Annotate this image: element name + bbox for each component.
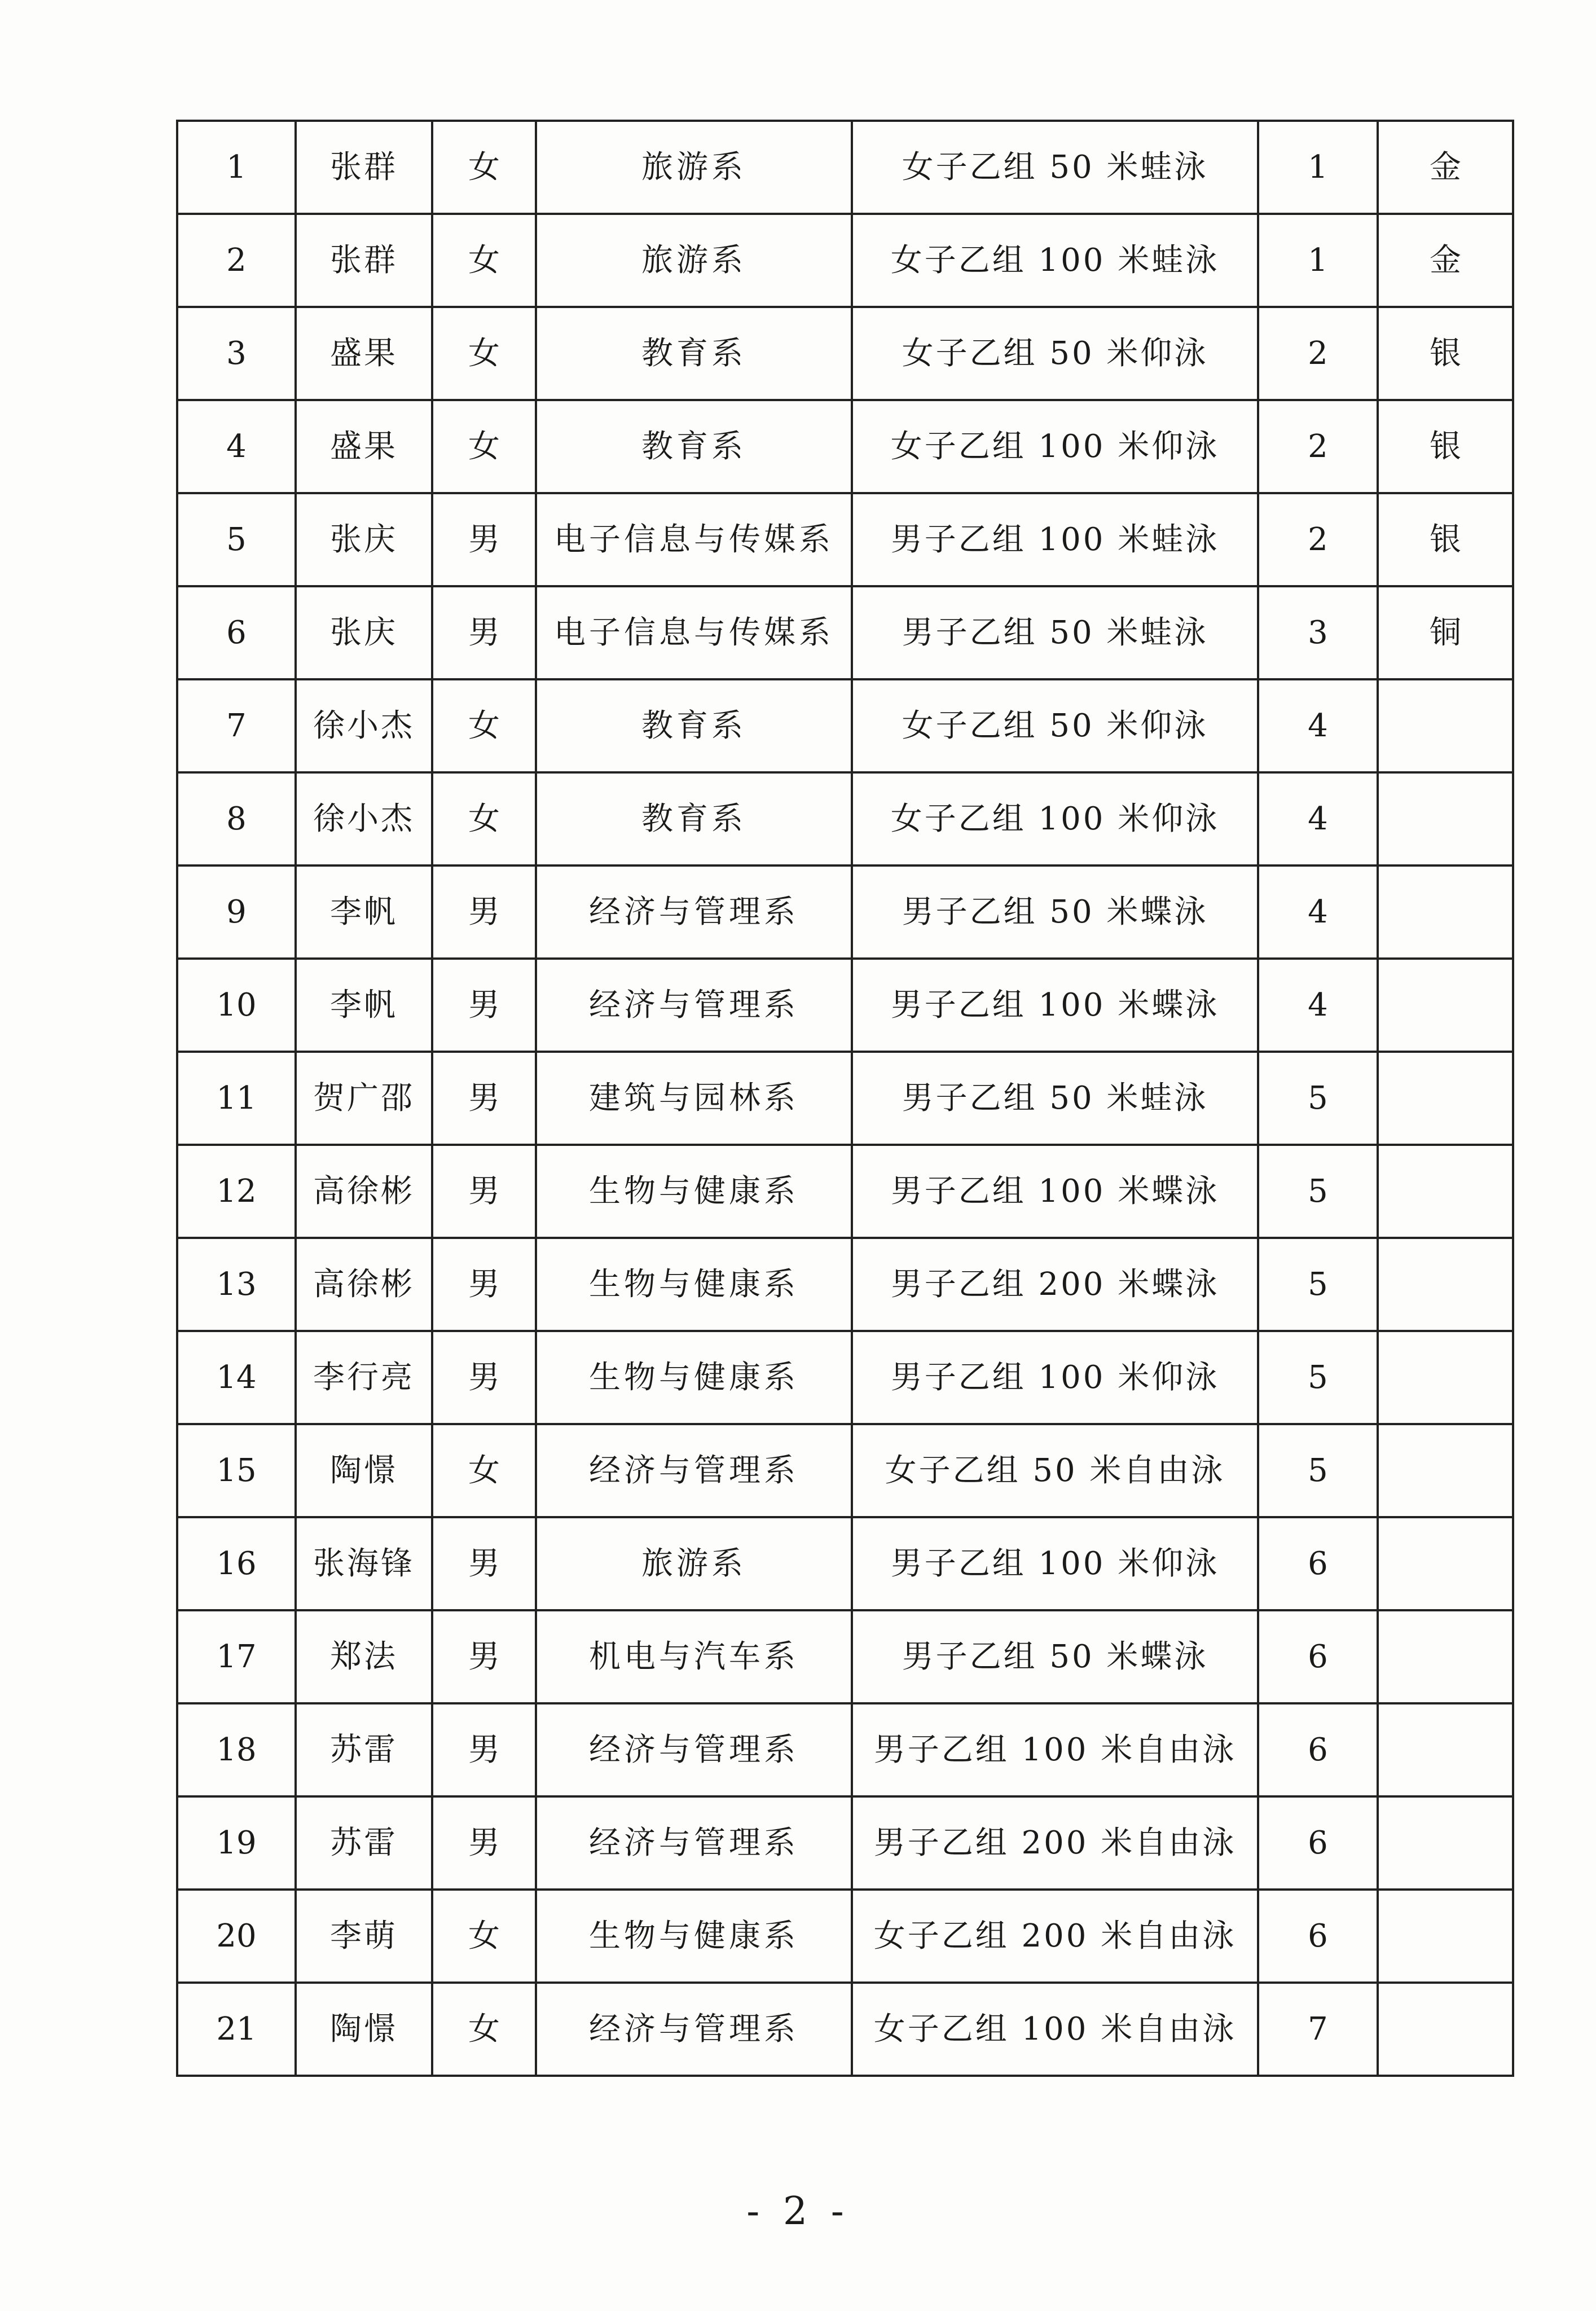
seq-cell: 20	[177, 1890, 296, 1983]
event-cell: 女子乙组 100 米仰泳	[852, 772, 1258, 865]
department-cell: 机电与汽车系	[536, 1610, 852, 1703]
gender-cell: 女	[432, 772, 536, 865]
department-cell: 旅游系	[536, 214, 852, 307]
table-row	[177, 586, 1513, 679]
event-cell: 女子乙组 100 米自由泳	[852, 1983, 1258, 2076]
name-cell: 李帆	[296, 865, 432, 959]
department-cell: 旅游系	[536, 1517, 852, 1610]
event-cell: 女子乙组 50 米仰泳	[852, 679, 1258, 772]
seq-cell: 19	[177, 1796, 296, 1890]
medal-cell	[1378, 679, 1513, 772]
seq-cell: 5	[177, 493, 296, 586]
department-cell: 生物与健康系	[536, 1145, 852, 1238]
medal-cell	[1378, 1983, 1513, 2076]
event-cell: 男子乙组 100 米蝶泳	[852, 1145, 1258, 1238]
table-row	[177, 679, 1513, 772]
seq-cell: 15	[177, 1424, 296, 1517]
name-cell: 徐小杰	[296, 679, 432, 772]
name-cell: 郑法	[296, 1610, 432, 1703]
department-cell: 经济与管理系	[536, 959, 852, 1052]
department-cell: 经济与管理系	[536, 1796, 852, 1890]
place-cell: 6	[1258, 1890, 1378, 1983]
seq-cell: 12	[177, 1145, 296, 1238]
medal-cell: 金	[1378, 214, 1513, 307]
name-cell: 陶憬	[296, 1983, 432, 2076]
name-cell: 张群	[296, 214, 432, 307]
gender-cell: 女	[432, 400, 536, 493]
name-cell: 张海锋	[296, 1517, 432, 1610]
event-cell: 男子乙组 200 米蝶泳	[852, 1238, 1258, 1331]
results-table-body	[177, 121, 1513, 2076]
place-cell: 7	[1258, 1983, 1378, 2076]
place-cell: 3	[1258, 586, 1378, 679]
gender-cell: 男	[432, 1238, 536, 1331]
event-cell: 女子乙组 50 米仰泳	[852, 307, 1258, 400]
event-cell: 男子乙组 100 米仰泳	[852, 1331, 1258, 1424]
medal-cell	[1378, 1796, 1513, 1890]
name-cell: 张群	[296, 121, 432, 214]
department-cell: 经济与管理系	[536, 865, 852, 959]
event-cell: 女子乙组 100 米蛙泳	[852, 214, 1258, 307]
table-row	[177, 1610, 1513, 1703]
medal-cell	[1378, 1610, 1513, 1703]
medal-cell: 银	[1378, 307, 1513, 400]
event-cell: 女子乙组 100 米仰泳	[852, 400, 1258, 493]
place-cell: 5	[1258, 1331, 1378, 1424]
event-cell: 女子乙组 200 米自由泳	[852, 1890, 1258, 1983]
department-cell: 旅游系	[536, 121, 852, 214]
seq-cell: 1	[177, 121, 296, 214]
gender-cell: 男	[432, 1610, 536, 1703]
name-cell: 盛果	[296, 307, 432, 400]
place-cell: 6	[1258, 1610, 1378, 1703]
place-cell: 4	[1258, 679, 1378, 772]
seq-cell: 13	[177, 1238, 296, 1331]
name-cell: 李帆	[296, 959, 432, 1052]
event-cell: 男子乙组 100 米蝶泳	[852, 959, 1258, 1052]
table-row	[177, 1424, 1513, 1517]
department-cell: 经济与管理系	[536, 1703, 852, 1796]
gender-cell: 男	[432, 493, 536, 586]
page-number: - 2 -	[746, 2189, 850, 2234]
name-cell: 张庆	[296, 586, 432, 679]
seq-cell: 9	[177, 865, 296, 959]
seq-cell: 8	[177, 772, 296, 865]
medal-cell: 铜	[1378, 586, 1513, 679]
department-cell: 教育系	[536, 307, 852, 400]
event-cell: 女子乙组 50 米自由泳	[852, 1424, 1258, 1517]
gender-cell: 男	[432, 1145, 536, 1238]
table-row	[177, 1517, 1513, 1610]
department-cell: 教育系	[536, 400, 852, 493]
medal-cell	[1378, 959, 1513, 1052]
gender-cell: 男	[432, 1796, 536, 1890]
table-row	[177, 1145, 1513, 1238]
seq-cell: 11	[177, 1052, 296, 1145]
table-row	[177, 1052, 1513, 1145]
gender-cell: 男	[432, 959, 536, 1052]
table-row	[177, 1331, 1513, 1424]
medal-cell: 金	[1378, 121, 1513, 214]
place-cell: 6	[1258, 1703, 1378, 1796]
department-cell: 建筑与园林系	[536, 1052, 852, 1145]
place-cell: 4	[1258, 959, 1378, 1052]
table-row	[177, 1238, 1513, 1331]
place-cell: 6	[1258, 1517, 1378, 1610]
medal-cell	[1378, 1331, 1513, 1424]
department-cell: 经济与管理系	[536, 1983, 852, 2076]
table-row	[177, 959, 1513, 1052]
gender-cell: 男	[432, 1052, 536, 1145]
table-row	[177, 214, 1513, 307]
table-row	[177, 307, 1513, 400]
place-cell: 1	[1258, 121, 1378, 214]
department-cell: 生物与健康系	[536, 1331, 852, 1424]
gender-cell: 女	[432, 1890, 536, 1983]
gender-cell: 男	[432, 865, 536, 959]
medal-cell	[1378, 1238, 1513, 1331]
name-cell: 贺广邵	[296, 1052, 432, 1145]
seq-cell: 3	[177, 307, 296, 400]
place-cell: 2	[1258, 493, 1378, 586]
table-row	[177, 121, 1513, 214]
gender-cell: 男	[432, 586, 536, 679]
name-cell: 苏雷	[296, 1796, 432, 1890]
table-row	[177, 493, 1513, 586]
medal-cell	[1378, 772, 1513, 865]
medal-cell	[1378, 1145, 1513, 1238]
table-row	[177, 1890, 1513, 1983]
place-cell: 5	[1258, 1238, 1378, 1331]
seq-cell: 7	[177, 679, 296, 772]
seq-cell: 6	[177, 586, 296, 679]
department-cell: 电子信息与传媒系	[536, 493, 852, 586]
medal-cell	[1378, 1517, 1513, 1610]
seq-cell: 2	[177, 214, 296, 307]
medal-cell	[1378, 1052, 1513, 1145]
place-cell: 4	[1258, 772, 1378, 865]
medal-cell: 银	[1378, 493, 1513, 586]
seq-cell: 18	[177, 1703, 296, 1796]
table-row	[177, 772, 1513, 865]
event-cell: 男子乙组 50 米蝶泳	[852, 1610, 1258, 1703]
table-row	[177, 1703, 1513, 1796]
event-cell: 男子乙组 50 米蛙泳	[852, 586, 1258, 679]
department-cell: 电子信息与传媒系	[536, 586, 852, 679]
name-cell: 苏雷	[296, 1703, 432, 1796]
medal-cell	[1378, 1703, 1513, 1796]
name-cell: 徐小杰	[296, 772, 432, 865]
gender-cell: 女	[432, 679, 536, 772]
gender-cell: 女	[432, 214, 536, 307]
table-row	[177, 1983, 1513, 2076]
department-cell: 教育系	[536, 679, 852, 772]
seq-cell: 4	[177, 400, 296, 493]
place-cell: 5	[1258, 1424, 1378, 1517]
place-cell: 6	[1258, 1796, 1378, 1890]
gender-cell: 女	[432, 121, 536, 214]
place-cell: 1	[1258, 214, 1378, 307]
medal-cell: 银	[1378, 400, 1513, 493]
department-cell: 生物与健康系	[536, 1238, 852, 1331]
department-cell: 生物与健康系	[536, 1890, 852, 1983]
event-cell: 男子乙组 100 米自由泳	[852, 1703, 1258, 1796]
gender-cell: 男	[432, 1517, 536, 1610]
event-cell: 男子乙组 50 米蝶泳	[852, 865, 1258, 959]
event-cell: 男子乙组 100 米蛙泳	[852, 493, 1258, 586]
name-cell: 李行亮	[296, 1331, 432, 1424]
place-cell: 2	[1258, 400, 1378, 493]
place-cell: 5	[1258, 1052, 1378, 1145]
name-cell: 陶憬	[296, 1424, 432, 1517]
seq-cell: 17	[177, 1610, 296, 1703]
table-row	[177, 1796, 1513, 1890]
event-cell: 男子乙组 200 米自由泳	[852, 1796, 1258, 1890]
gender-cell: 女	[432, 307, 536, 400]
table-row	[177, 865, 1513, 959]
medal-cell	[1378, 1890, 1513, 1983]
department-cell: 教育系	[536, 772, 852, 865]
name-cell: 李萌	[296, 1890, 432, 1983]
event-cell: 女子乙组 50 米蛙泳	[852, 121, 1258, 214]
name-cell: 高徐彬	[296, 1238, 432, 1331]
event-cell: 男子乙组 100 米仰泳	[852, 1517, 1258, 1610]
seq-cell: 21	[177, 1983, 296, 2076]
medal-cell	[1378, 865, 1513, 959]
department-cell: 经济与管理系	[536, 1424, 852, 1517]
gender-cell: 女	[432, 1983, 536, 2076]
seq-cell: 14	[177, 1331, 296, 1424]
place-cell: 2	[1258, 307, 1378, 400]
name-cell: 盛果	[296, 400, 432, 493]
seq-cell: 16	[177, 1517, 296, 1610]
results-table	[176, 120, 1514, 2077]
gender-cell: 男	[432, 1703, 536, 1796]
gender-cell: 男	[432, 1331, 536, 1424]
event-cell: 男子乙组 50 米蛙泳	[852, 1052, 1258, 1145]
place-cell: 5	[1258, 1145, 1378, 1238]
table-row	[177, 400, 1513, 493]
gender-cell: 女	[432, 1424, 536, 1517]
medal-cell	[1378, 1424, 1513, 1517]
seq-cell: 10	[177, 959, 296, 1052]
place-cell: 4	[1258, 865, 1378, 959]
name-cell: 张庆	[296, 493, 432, 586]
name-cell: 高徐彬	[296, 1145, 432, 1238]
